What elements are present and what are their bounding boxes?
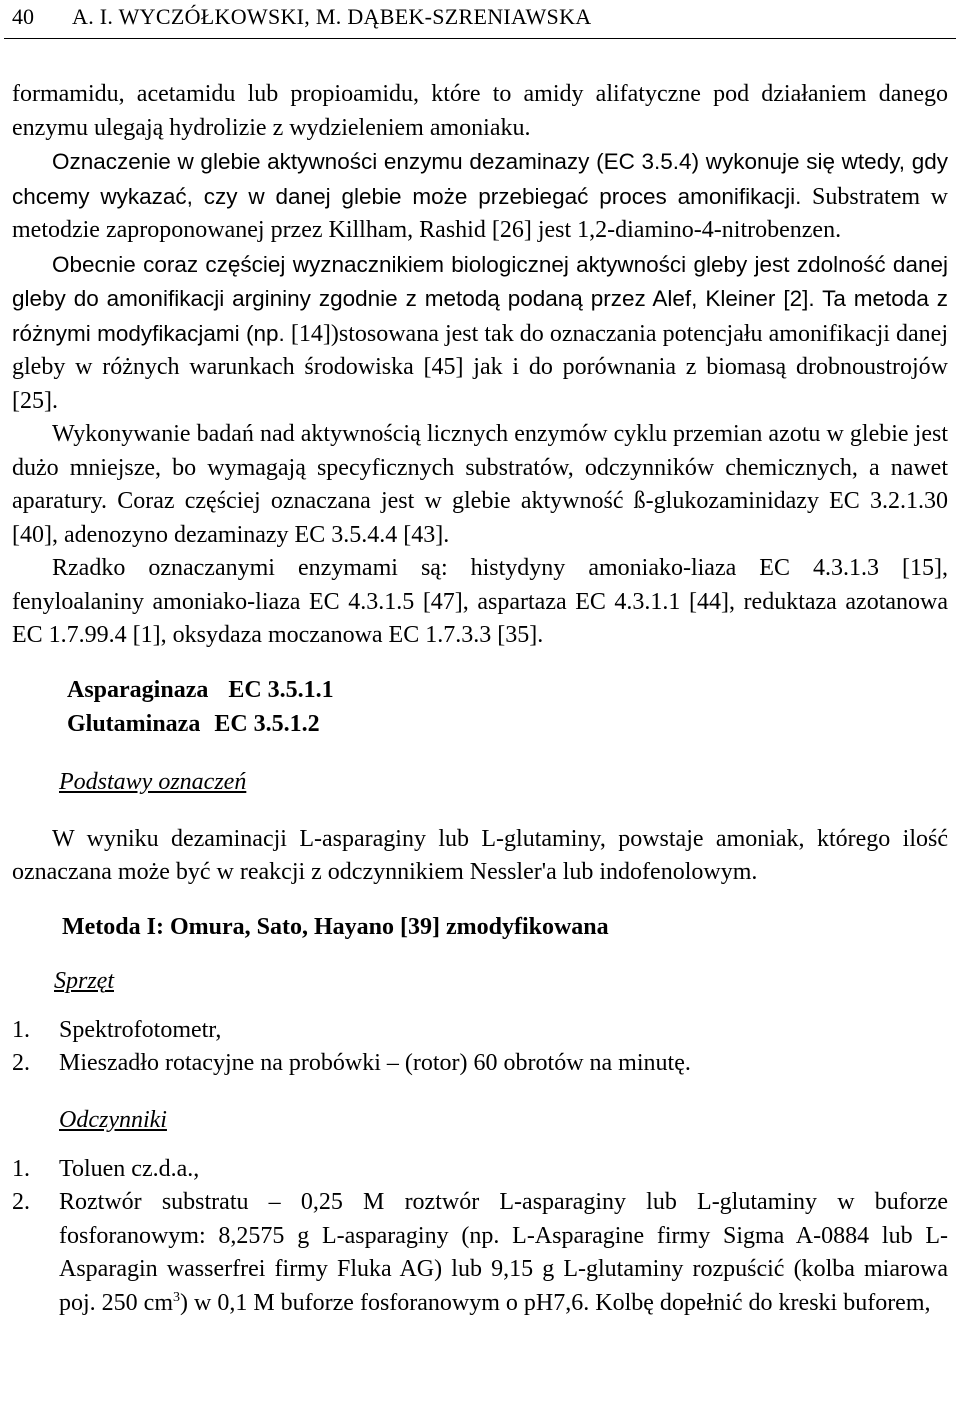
paragraph-4 xyxy=(12,418,948,552)
page-header xyxy=(12,4,948,32)
document-body xyxy=(12,78,948,1320)
spacer xyxy=(12,1137,948,1153)
page-number: 40 xyxy=(12,4,34,29)
header-rule xyxy=(4,38,956,39)
list-text: Toluen cz.d.a., xyxy=(59,1155,200,1182)
enzyme-code: EC 3.5.1.1 xyxy=(228,676,334,703)
list-number: 2. xyxy=(12,1050,30,1076)
subheading-basis: Podstawy oznaczeń xyxy=(59,768,247,795)
paragraph-2-serif-text: Substratem w metodzie zaproponowanej przez Killham, Rashid [26] jest 1,2-diamino-4-nitrobenzen. xyxy=(12,183,948,243)
paragraph-3-serif-text: [14])stosowana jest tak do oznaczania potencjału amonifikacji danej gleby w różnych warunkach środowiska [45] jak i do porównania z biomasą drobnoustrojów [25]. xyxy=(12,320,948,414)
paragraph-4-text-b: Coraz częściej oznaczana jest w glebie aktywność ß-glukozaminidazy EC 3.2.1.30 [40], adenozyno dezaminazy EC 3.5.4.4 [43]. xyxy=(12,488,948,548)
list-text-b: ) w 0,1 M buforze fosforanowym o pH7,6. Kolbę dopełnić do kreski buforem, xyxy=(180,1289,931,1316)
equipment-list xyxy=(12,1014,948,1081)
list-text: Spektrofotometr, xyxy=(59,1016,222,1043)
reagents-list xyxy=(12,1153,948,1321)
subheading-equipment: Sprzęt xyxy=(54,967,114,994)
list-item xyxy=(12,1047,948,1081)
spacer xyxy=(12,799,948,823)
spacer xyxy=(12,944,948,964)
spacer xyxy=(12,653,948,673)
list-text: Mieszadło rotacyjne na probówki – (rotor) 60 obrotów na minutę. xyxy=(59,1050,691,1076)
paragraph-2-sans-text: Oznaczenie w glebie aktywności enzymu dezaminazy (EC 3.5.4) wykonuje się wtedy, gdy chcemy wykazać, czy w danej glebie może przebiegać proces amonifikacji. xyxy=(12,149,948,209)
enzyme-name: Glutaminaza xyxy=(67,710,201,737)
spacer xyxy=(12,890,948,910)
list-number: 1. xyxy=(12,1016,30,1043)
paragraph-1: formamidu, acetamidu lub propioamidu, które to amidy alifatyczne pod działaniem danego enzymu ulegają hydrolizie z wydzieleniem amoniaku. xyxy=(12,81,948,141)
list-text-a: Roztwór substratu – 0,25 M roztwór L-asparaginy lub L-glutaminy w buforze fosforanowym: 8,2575 g L-asparaginy (np. L-Asparagine firmy Sigma A-0884 lub L-Asparagin wasserfrei firmy Fluka AG) lub 9,15 g L-glutaminy rozpuścić (kolba miarowa poj. 250 cm xyxy=(59,1189,948,1316)
enzyme-code: EC 3.5.1.2 xyxy=(214,710,320,737)
list-item xyxy=(12,1186,948,1320)
superscript: 3 xyxy=(173,1289,180,1305)
method-title: Metoda I: Omura, Sato, Hayano [39] zmodyfikowana xyxy=(62,913,609,940)
list-item xyxy=(12,1014,948,1048)
paragraph-6: W wyniku dezaminacji L-asparaginy lub L-glutaminy, powstaje amoniak, którego ilość oznaczana może być w reakcji z odczynnikiem Nessler'a lub indofenolowym. xyxy=(12,825,948,885)
running-title: A. I. WYCZÓŁKOWSKI, M. DĄBEK-SZRENIAWSKA xyxy=(72,4,592,29)
paragraph-2 xyxy=(12,145,948,248)
enzyme-name: Asparaginaza xyxy=(67,676,209,703)
enzyme-line-glutaminase xyxy=(67,707,948,741)
list-item xyxy=(12,1153,948,1187)
spacer xyxy=(12,1081,948,1103)
paragraph-3 xyxy=(12,248,948,419)
subheading-reagents: Odczynniki xyxy=(59,1106,167,1133)
paragraph-3-sans-text: Obecnie coraz częściej wyznacznikiem biologicznej aktywności gleby jest zdolność danej gleby do amonifikacji argininy zgodnie z metodą podaną przez Alef, Kleiner [2]. Ta metoda z różnymi modyfikacjami (np. xyxy=(12,251,948,346)
paragraph-4-text-a: Wykonywanie badań nad aktywnością licznych enzymów cyklu przemian azotu w glebie jest dużo mniejsze, bo wymagają specyficznych substratów, odczynników chemicznych, a nawet aparatury. xyxy=(12,421,948,514)
spacer xyxy=(12,741,948,765)
list-number: 2. xyxy=(12,1189,30,1215)
spacer xyxy=(12,998,948,1014)
list-number: 1. xyxy=(12,1155,30,1182)
paragraph-5: Rzadko oznaczanymi enzymami są: histydyny amoniako-liaza EC 4.3.1.3 [15], fenyloalaniny amoniako-liaza EC 4.3.1.5 [47], aspartaza EC 4.3.1.1 [44], reduktaza azotanowa EC 1.7.99.4 [1], oksydaza moczanowa EC 1.7.3.3 [35]. xyxy=(12,555,948,648)
enzyme-line-asparaginase xyxy=(67,673,948,707)
